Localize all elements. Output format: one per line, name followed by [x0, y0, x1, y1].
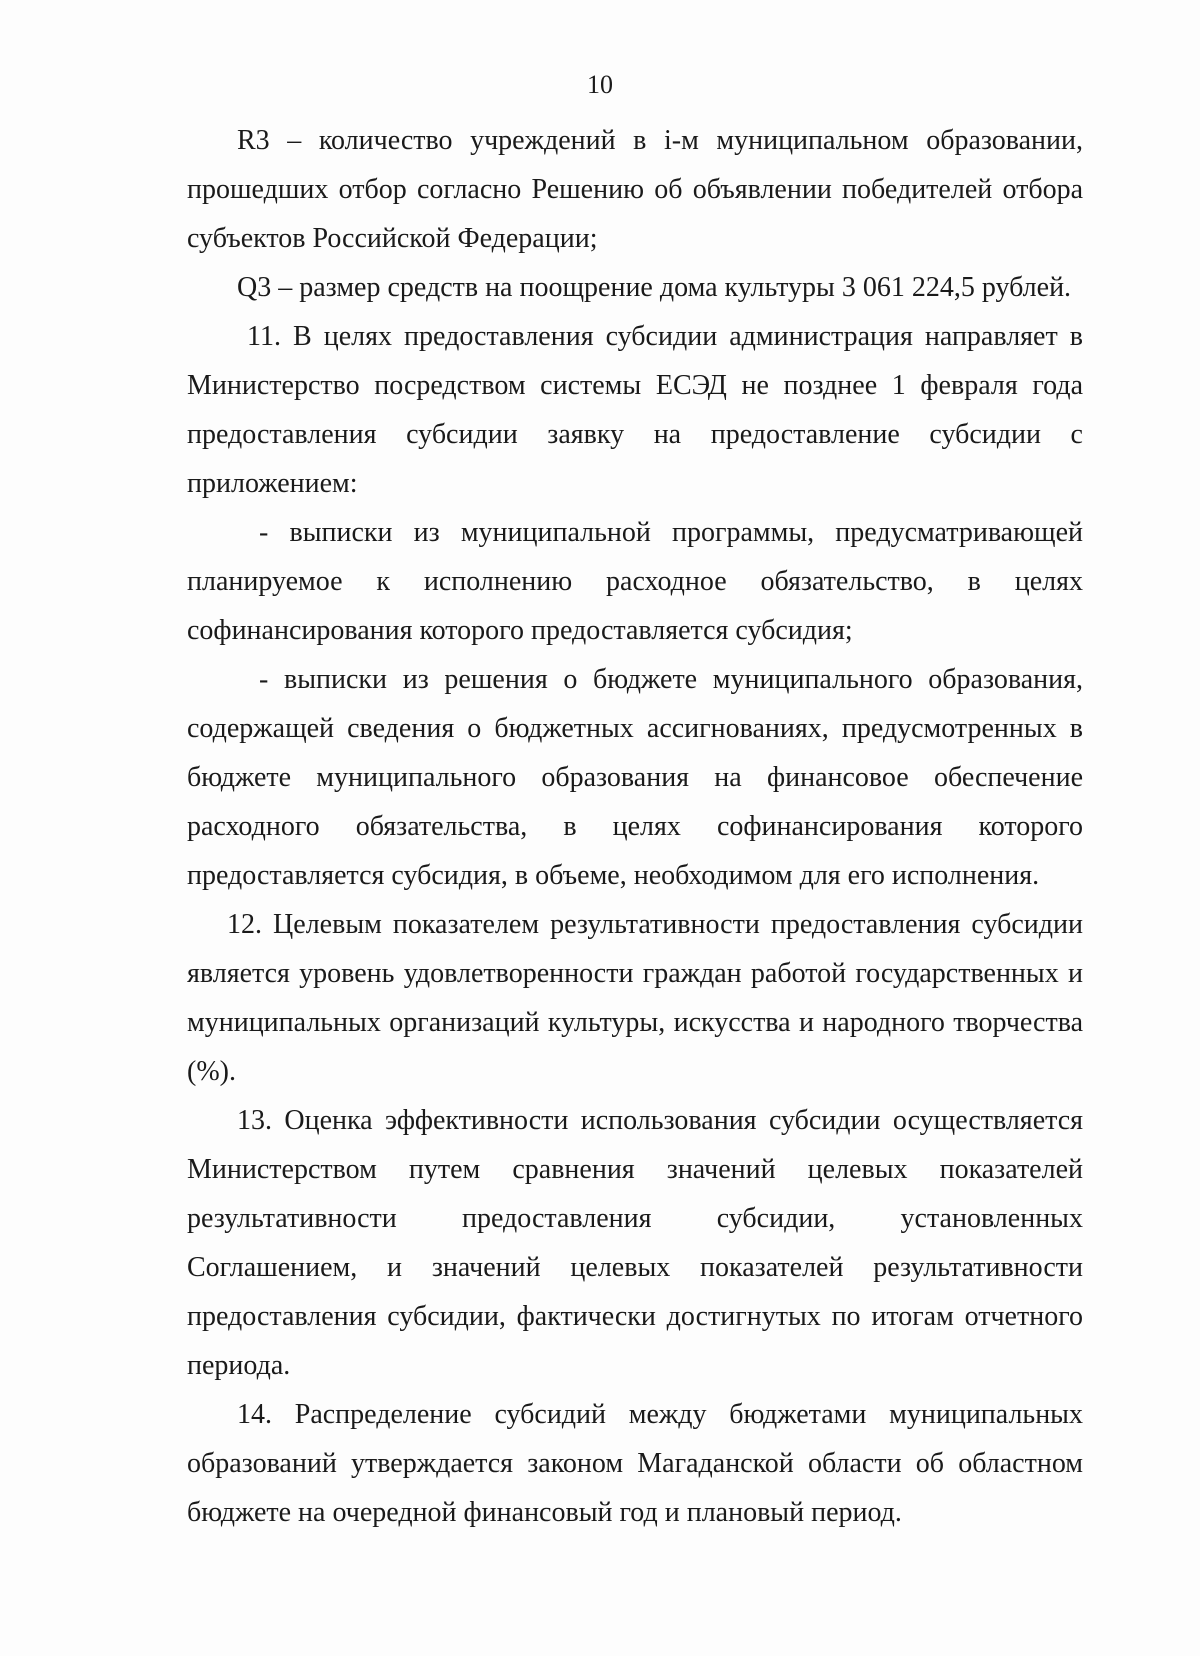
- paragraph-14: 14. Распределение субсидий между бюджетами муниципальных образований утверждается законом Магаданской области об областном бюджете на очередной финансовый год и плановый период.: [187, 1399, 1083, 1528]
- paragraph-12: 12. Целевым показателем результативности предоставления субсидии является уровень удовлетворенности граждан работой государственных и муниципальных организаций культуры, искусства и народного творчества (%).: [187, 909, 1083, 1087]
- paragraph-r3-definition: R3 – количество учреждений в i-м муниципальном образовании, прошедших отбор согласно Решению об объявлении победителей отбора субъектов Российской Федерации;: [187, 125, 1083, 254]
- paragraph-11: 11. В целях предоставления субсидии администрация направляет в Министерство посредством системы ЕСЭД не позднее 1 февраля года предоставления субсидии заявку на предоставление субсидии с приложением:: [187, 321, 1083, 499]
- list-item-program-extract: - выписки из муниципальной программы, предусматривающей планируемое к исполнению расходное обязательство, в целях софинансирования которого предоставляется субсидия;: [187, 517, 1083, 646]
- document-body: [187, 116, 1083, 1537]
- page-number: 10: [587, 70, 613, 99]
- paragraph-q3-definition: Q3 – размер средств на поощрение дома культуры 3 061 224,5 рублей.: [237, 272, 1072, 303]
- list-item-budget-extract: - выписки из решения о бюджете муниципального образования, содержащей сведения о бюджетных ассигнованиях, предусмотренных в бюджете муниципального образования на финансовое обеспечение расходного обязательства, в целях софинансирования которого предоставляется субсидия, в объеме, необходимом для его исполнения.: [187, 664, 1083, 891]
- paragraph-13: 13. Оценка эффективности использования субсидии осуществляется Министерством путем сравнения значений целевых показателей результативности предоставления субсидии, установленных Соглашением, и значений целевых показателей результативности предоставления субсидии, фактически достигнутых по итогам отчетного периода.: [187, 1105, 1083, 1381]
